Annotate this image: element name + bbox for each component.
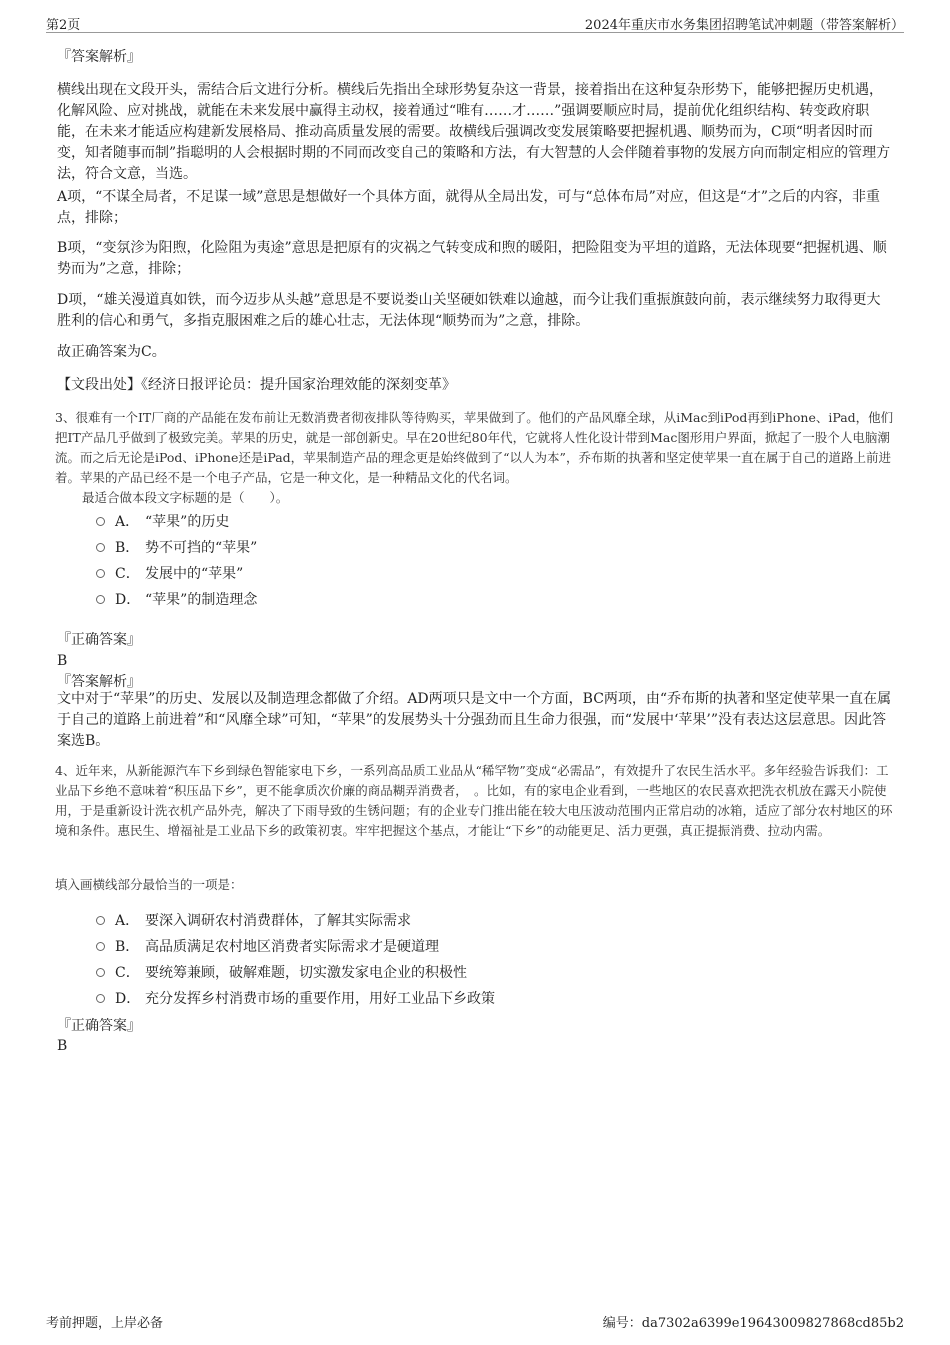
option-text: 高品质满足农村地区消费者实际需求才是硬道理 [145, 939, 439, 955]
option-text: 要统筹兼顾，破解难题，切实激发家电企业的积极性 [145, 965, 467, 981]
option-text: 势不可挡的“苹果” [145, 540, 258, 556]
radio-icon[interactable] [96, 595, 105, 604]
option-key: B． [115, 540, 140, 556]
q3-answer: B [57, 653, 68, 669]
option-key: D． [115, 592, 141, 608]
q4-option-a[interactable] [96, 910, 411, 930]
q3-option-b[interactable] [96, 537, 257, 557]
q4-option-c[interactable] [96, 962, 467, 982]
q3-option-c[interactable] [96, 563, 243, 583]
q3-analysis-label: 『答案解析』 [57, 674, 141, 690]
q2-source: 【文段出处】《经济日报评论员：提升国家治理效能的深刻变革》 [57, 377, 456, 393]
q2-conclusion: 故正确答案为C。 [57, 344, 166, 360]
option-key: B． [115, 939, 140, 955]
q2-option-a-explanation: A项，“不谋全局者，不足谋一域”意思是想做好一个具体方面，就得从全局出发，可与“总体布局”对应，但这是“才”之后的内容，非重点，排除； [57, 189, 881, 226]
q4-stem: 4、近年来，从新能源汽车下乡到绿色智能家电下乡，一系列高品质工业品从“稀罕物”变成“必需品”，有效提升了农民生活水平。多年经验告诉我们：工业品下乡绝不意味着“积压品下乡”，更不能拿质次价廉的商品糊弄消费者， 。比如，有的家电企业看到，一些地区的农民喜欢把洗衣机放在露天小院使用，于是重新设计洗衣机产品外壳，解决了下雨导致的生锈问题；有的企业专门推出能在较大电压波动范围内正常启动的冰箱，适应了部分农村地区的环境和条件。惠民生、增福祉是工业品下乡的政策初衷。牢牢把握这个基点，才能让“下乡”的动能更足、活力更强，真正提振消费、拉动内需。 [55, 763, 893, 838]
radio-icon[interactable] [96, 916, 105, 925]
document-title: 2024年重庆市水务集团招聘笔试冲刺题（带答案解析） [584, 18, 904, 33]
radio-icon[interactable] [96, 994, 105, 1003]
radio-icon[interactable] [96, 543, 105, 552]
option-key: A． [115, 913, 140, 929]
option-text: 充分发挥乡村消费市场的重要作用，用好工业品下乡政策 [145, 991, 495, 1007]
option-key: A． [115, 514, 140, 530]
page-header [46, 10, 904, 33]
q4-question: 填入画横线部分最恰当的一项是： [55, 877, 243, 892]
option-key: D． [115, 991, 141, 1007]
option-key: C． [115, 965, 140, 981]
page-number: 第2页 [46, 18, 81, 33]
q3-question: 最适合做本段文字标题的是（ ）。 [82, 490, 289, 505]
q2-option-d-explanation: D项，“雄关漫道真如铁，而今迈步从头越”意思是不要说娄山关坚硬如铁难以逾越，而今让我们重振旗鼓向前，表示继续努力取得更大胜利的信心和勇气，多指克服困难之后的雄心壮志，无法体现“顺势而为”之意，排除。 [57, 292, 881, 329]
option-key: C． [115, 566, 140, 582]
q4-option-d[interactable] [96, 988, 495, 1008]
option-text: “苹果”的制造理念 [145, 592, 258, 608]
q3-answer-label: 『正确答案』 [57, 632, 141, 648]
q4-answer: B [57, 1038, 68, 1054]
option-text: “苹果”的历史 [145, 514, 230, 530]
q3-stem: 3、很难有一个IT厂商的产品能在发布前让无数消费者彻夜排队等待购买，苹果做到了。他们的产品风靡全球，从iMac到iPod再到iPhone、iPad，他们把IT产品几乎做到了极致完美。苹果的历史，就是一部创新史。早在20世纪80年代，它就将人性化设计带到Mac图形用户界面，掀起了一股个人电脑潮流。而之后无论是iPod、iPhone还是iPad，苹果制造产品的理念更是始终做到了“以人为本”，乔布斯的执著和坚定使苹果一直在属于自己的道路上前进着。苹果的产品已经不是一个电子产品，它是一种文化，是一种精品文化的代名词。 [55, 410, 894, 485]
q3-analysis: 文中对于“苹果”的历史、发展以及制造理念都做了介绍。AD两项只是文中一个方面，BC两项，由“乔布斯的执著和坚定使苹果一直在属于自己的道路上前进着”和“风靡全球”可知，“苹果”的发展势头十分强劲而且生命力很强，而“发展中‘苹果’”没有表达这层意思。因此答案选B。 [57, 691, 892, 749]
footer-slogan: 考前押题，上岸必备 [46, 1316, 164, 1331]
q2-analysis-paragraph: 横线出现在文段开头，需结合后文进行分析。横线后先指出全球形势复杂这一背景，接着指出在这种复杂形势下，能够把握历史机遇，化解风险、应对挑战，就能在未来发展中赢得主动权，接着通过“唯有……才……”强调要顺应时局，提前优化组织结构、转变政府职能，在未来才能适应构建新发展格局、推动高质量发展的需要。故横线后强调改变发展策略要把握机遇、顺势而为，C项“明者因时而变，知者随事而制”指聪明的人会根据时期的不同而改变自己的策略和方法，有大智慧的人会伴随着事物的发展方向而制定相应的管理方法，符合文意，当选。 [57, 82, 891, 182]
q2-option-b-explanation: B项，“变氛沴为阳煦，化险阻为夷途”意思是把原有的灾祸之气转变成和煦的暖阳，把险阻变为平坦的道路，无法体现要“把握机遇、顺势而为”之意，排除； [57, 240, 887, 277]
option-text: 发展中的“苹果” [145, 566, 244, 582]
q3-option-d[interactable] [96, 589, 257, 609]
q3-option-a[interactable] [96, 511, 229, 531]
option-text: 要深入调研农村消费群体，了解其实际需求 [145, 913, 411, 929]
q4-option-b[interactable] [96, 936, 439, 956]
radio-icon[interactable] [96, 517, 105, 526]
document-id: 编号：da7302a6399e19643009827868cd85b2 [602, 1316, 904, 1331]
radio-icon[interactable] [96, 968, 105, 977]
q4-answer-label: 『正确答案』 [57, 1018, 141, 1034]
radio-icon[interactable] [96, 569, 105, 578]
radio-icon[interactable] [96, 942, 105, 951]
q2-analysis-label: 『答案解析』 [57, 49, 141, 65]
